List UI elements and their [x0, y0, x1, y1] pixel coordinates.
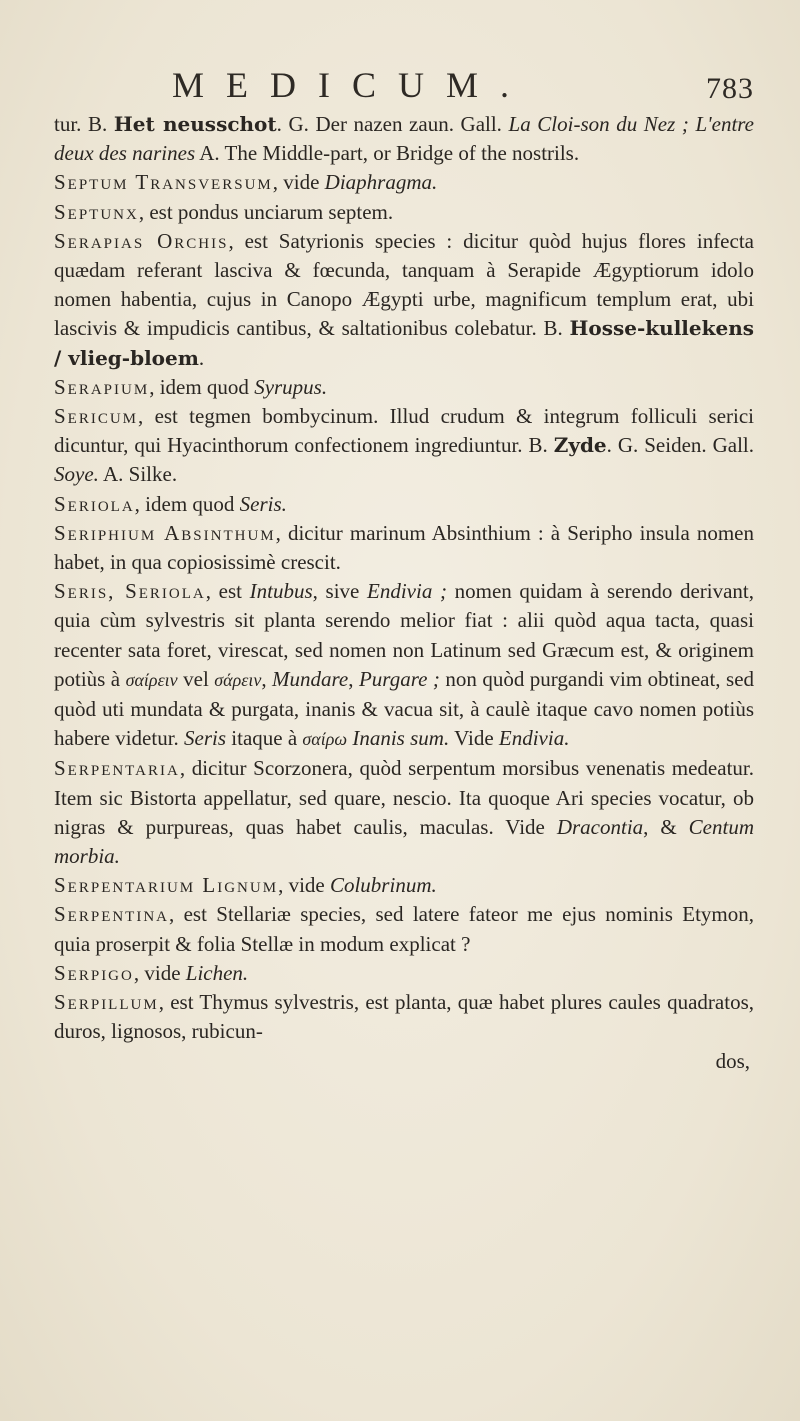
catchword: dos,	[715, 1048, 750, 1073]
italic-text: La Cloi-son du Nez ; L'entre deux des narines	[54, 112, 754, 166]
dictionary-entry-sericum	[54, 402, 754, 490]
entry-headword: Serpentina	[54, 902, 170, 927]
dictionary-entry-serpigo	[54, 959, 754, 988]
entry-text: , dicitur marinum Absinthium : à Seripho insula nomen habet, in qua copiosissimè crescit.	[54, 520, 755, 575]
entry-text: . G. Der nazen zaun. Gall.	[276, 112, 509, 136]
italic-text: Purgare ;	[358, 666, 440, 691]
dictionary-entry-serpillum	[54, 988, 754, 1046]
entry-text: itaque à	[226, 726, 303, 751]
entry-text: . G. Seiden. Gall.	[606, 433, 755, 458]
greek-text: σαίρω	[302, 729, 348, 750]
entry-headword: Seris, Seriola	[54, 579, 206, 604]
entry-text: , vide	[272, 170, 325, 195]
dictionary-entry-continuation	[54, 110, 754, 168]
entry-headword: Serapium	[54, 374, 150, 399]
entry-text: , est Satyrionis species : dicitur quòd hujus flores infecta quædam referant lasciva & fœcunda, tanquam à Serapide Ægyptiorum idolo nomen habentia, cujus in Canopo Ægypti urbe, magnificum templum erat, ubi lascivis & impudicis cantibus, & saltationibus colebatur. B.	[54, 228, 754, 341]
entry-text: , vide	[133, 960, 186, 985]
italic-text: Endivia ;	[367, 579, 447, 604]
entry-text: Vide	[449, 726, 499, 751]
running-title: MEDICUM.	[172, 65, 532, 105]
italic-text: Diaphragma.	[324, 170, 438, 195]
dictionary-entry-serpentina	[54, 900, 754, 958]
entry-text: tur. B.	[54, 112, 114, 136]
entry-text: , est Stellariæ species, sed latere fateor me ejus nominis Etymon, quia proserpit & folia Stellæ in modum explicat ?	[54, 902, 754, 956]
entry-text: A. The Middle-part, or Bridge of the nostrils.	[195, 141, 580, 166]
italic-text: Dracontia	[556, 814, 644, 839]
italic-text: Soye.	[54, 462, 99, 487]
entry-headword: Sericum	[54, 404, 139, 429]
dictionary-entry-septum-transversum	[54, 168, 754, 197]
entry-text: , est tegmen bombycinum. Illud crudum & integrum folliculi serici dicuntur, qui Hyacinthorum confectionem ingrediuntur. B.	[54, 404, 754, 458]
entry-headword: Serapias Orchis	[54, 228, 229, 253]
dictionary-entry-seriola	[54, 490, 754, 519]
greek-text: σαίρειν	[125, 669, 178, 690]
entry-headword: Septum Transversum	[54, 170, 273, 195]
entry-headword: Seriola	[54, 491, 135, 516]
entry-text: , &	[643, 814, 689, 839]
entry-headword: Serpentaria	[54, 756, 180, 781]
italic-text: Lichen.	[185, 960, 249, 985]
blackletter-text: Hosse-kullekens / vlieg-bloem	[54, 316, 754, 370]
dictionary-entry-serpentarium-lignum	[54, 871, 754, 900]
entry-text: A. Silke.	[98, 462, 178, 487]
entry-text: , vide	[278, 873, 330, 898]
italic-text: Endivia.	[498, 726, 570, 751]
entry-headword: Serpentarium Lignum	[54, 873, 279, 898]
blackletter-text: Het neusschot	[113, 112, 277, 136]
italic-text: Inanis sum.	[352, 726, 450, 751]
dictionary-entry-serapium	[54, 373, 754, 402]
dictionary-entry-septunx	[54, 198, 754, 227]
dictionary-entry-serapias-orchis	[54, 227, 754, 373]
italic-text: Centum morbia.	[54, 814, 754, 869]
italic-text: Intubus	[249, 579, 313, 604]
blackletter-text: Zyde	[553, 433, 607, 458]
italic-text: Mundare	[272, 666, 349, 691]
italic-text: Colubrinum.	[329, 873, 437, 898]
entry-text: .	[198, 345, 205, 370]
entry-text: , est Thymus sylvestris, est planta, quæ habet plures caules quadratos, duros, lignosos, rubicun-	[54, 990, 754, 1044]
entry-text: , dicitur Scorzonera, quòd serpentum morsibus venenatis medeatur. Item sic Bistorta appellatur, sed quare, nescio. Ita quoque Ari species vocatur, ob nigras & purpureas, quas habet caulis, maculas. Vide	[54, 756, 754, 839]
italic-text: Seris.	[239, 491, 287, 516]
entry-text: non quòd purgandi vim obtineat, sed quòd uti mundata & purgata, inanis & vacua sit, à caulè itaque cavo nomen potiùs habere videtur.	[54, 666, 755, 751]
italic-text: Syrupus.	[254, 374, 328, 399]
dictionary-entry-seriphium-absinthum	[54, 519, 754, 577]
entry-headword: Seriphium Absinthum	[54, 520, 276, 545]
entry-text: , sive	[312, 579, 367, 604]
entry-text: vel	[177, 666, 215, 691]
italic-text: Seris	[184, 726, 227, 751]
entry-headword: Septunx	[54, 199, 139, 224]
entry-text: ,	[348, 666, 359, 691]
entry-text: , idem quod	[134, 491, 240, 516]
page-number: 783	[706, 72, 754, 105]
entry-headword: Serpillum	[54, 990, 159, 1015]
entry-text: nomen quidam à serendo derivant, quia cùm sylvestris sit planta serendo melior fiat : alii quòd aqua tacta, quasi recenter sata foret, virescat, sed nomen non Latinum sed Græcum est, & originem potiùs à	[54, 579, 755, 691]
greek-text: σάρειν	[214, 669, 262, 690]
entry-text: , est	[205, 579, 250, 604]
dictionary-entry-serpentaria	[54, 754, 754, 871]
entry-text: , est pondus unciarum septem.	[138, 199, 394, 224]
entry-headword: Serpigo	[54, 960, 134, 985]
entry-text: , idem quod	[149, 374, 255, 399]
dictionary-entry-seris-seriola	[54, 577, 754, 754]
entry-text: ,	[261, 666, 273, 691]
dictionary-body	[54, 110, 754, 1076]
